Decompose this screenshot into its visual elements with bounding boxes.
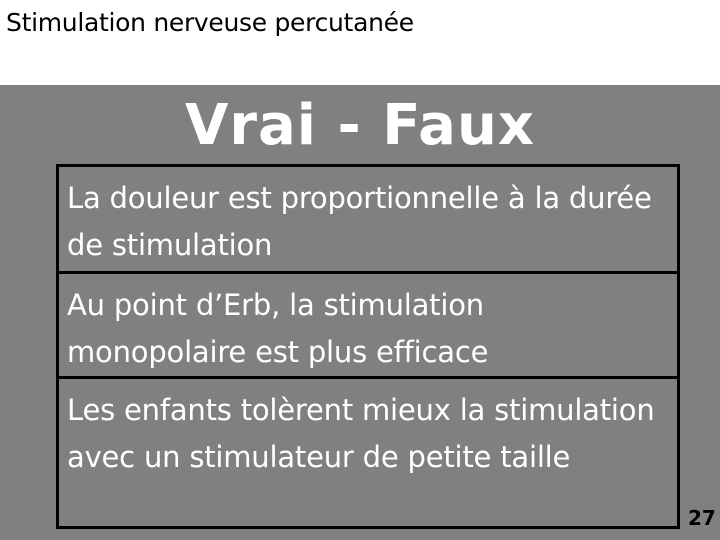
statement-1: La douleur est proportionnelle à la durée de stimulation	[59, 167, 677, 274]
header-bar	[0, 0, 720, 85]
statement-table	[56, 164, 680, 529]
statement-2: Au point d’Erb, la stimulation monopolaire est plus efficace	[59, 274, 677, 379]
statement-3: Les enfants tolèrent mieux la stimulation avec un stimulateur de petite taille	[67, 393, 655, 474]
page-title: Stimulation nerveuse percutanée	[6, 8, 414, 37]
slide-heading: Vrai - Faux	[185, 93, 535, 158]
page-number: 27	[688, 506, 716, 530]
